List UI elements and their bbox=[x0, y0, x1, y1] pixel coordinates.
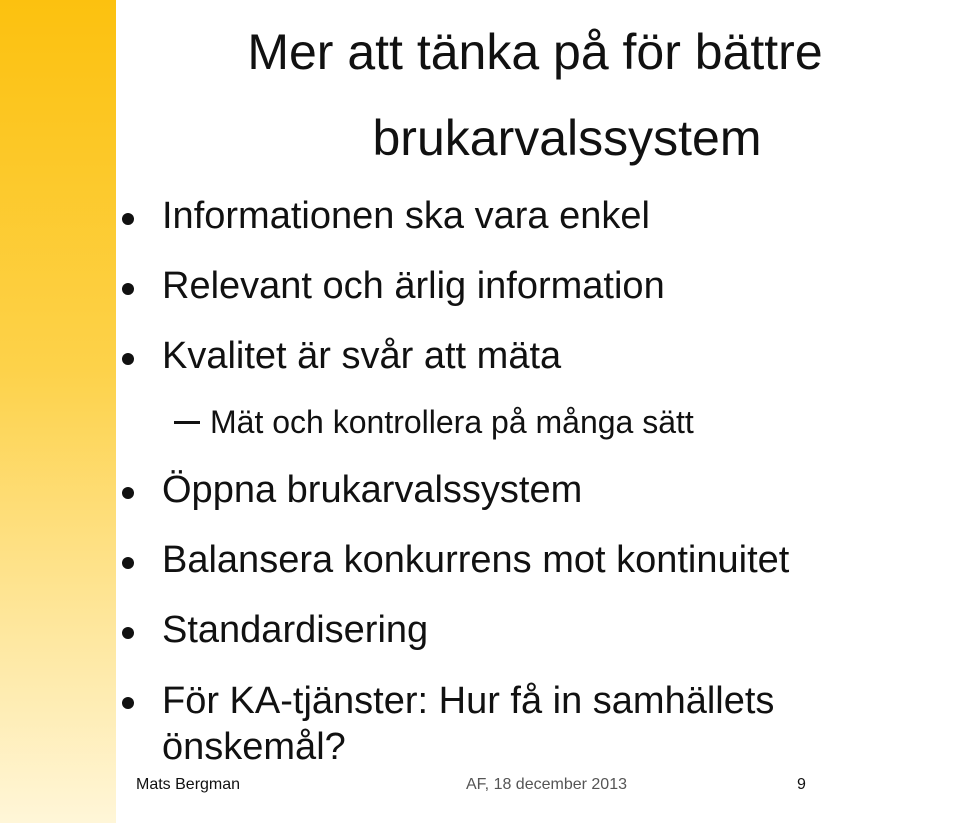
bullet-item bbox=[0, 602, 960, 672]
bullet-item bbox=[0, 258, 960, 328]
bullet-text: Standardisering bbox=[162, 609, 429, 651]
dash-icon bbox=[174, 421, 200, 424]
bullet-text: Informationen ska vara enkel bbox=[162, 195, 650, 237]
bullet-item bbox=[0, 672, 960, 775]
sub-bullet-item bbox=[0, 398, 960, 462]
bullet-item bbox=[0, 462, 960, 532]
bullet-dot-icon bbox=[122, 283, 134, 295]
bullet-item bbox=[0, 532, 960, 602]
bullet-text: Kvalitet är svår att mäta bbox=[162, 335, 562, 377]
footer-author: Mats Bergman bbox=[136, 776, 241, 793]
bullet-item bbox=[0, 188, 960, 258]
bullet-dot-icon bbox=[122, 697, 134, 709]
bullet-text: Öppna brukarvalssystem bbox=[162, 469, 583, 511]
bullet-dot-icon bbox=[122, 627, 134, 639]
page-number: 9 bbox=[797, 776, 806, 793]
bullet-text: Relevant och ärlig information bbox=[162, 265, 665, 307]
title-line-2: brukarvalssystem bbox=[372, 110, 762, 166]
bullet-text: För KA-tjänster: Hur få in samhällets önskemål? bbox=[162, 680, 775, 768]
sub-bullet-text: Mät och kontrollera på många sätt bbox=[210, 404, 694, 440]
slide-title bbox=[120, 20, 950, 170]
bullet-dot-icon bbox=[122, 353, 134, 365]
bullet-item bbox=[0, 328, 960, 398]
bullet-list bbox=[0, 188, 960, 775]
bullet-dot-icon bbox=[122, 557, 134, 569]
footer-date: AF, 18 december 2013 bbox=[466, 776, 627, 793]
bullet-text: Balansera konkurrens mot kontinuitet bbox=[162, 539, 790, 581]
slide-footer bbox=[0, 773, 960, 797]
bullet-dot-icon bbox=[122, 487, 134, 499]
bullet-dot-icon bbox=[122, 213, 134, 225]
title-line-1: Mer att tänka på för bättre bbox=[247, 24, 823, 80]
